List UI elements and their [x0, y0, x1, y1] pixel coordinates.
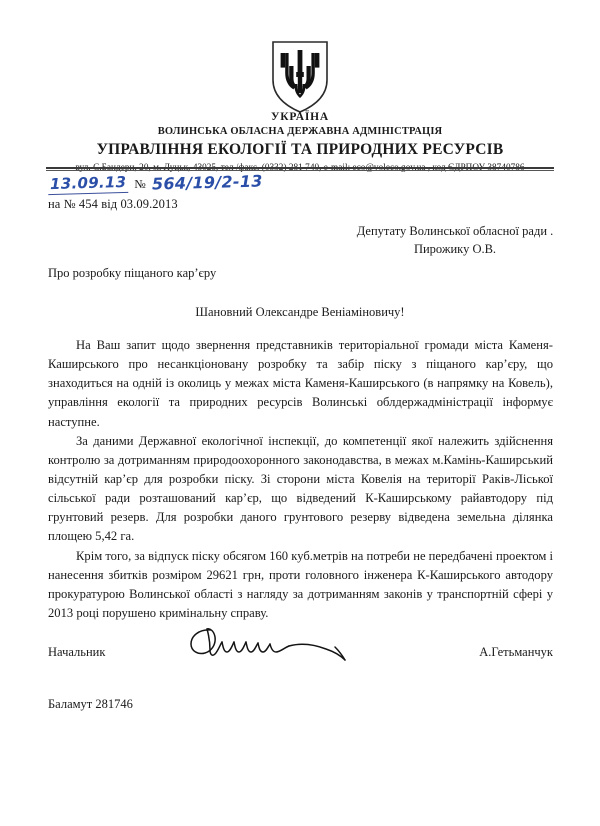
- body-paragraph-2: За даними Державної екологічної інспекції, до компетенції якої належить здійснення контролю за дотриманням природоохоронного законодавства, в межах м.Камінь-Каширський відсутній кар’єр для розробки піску. Зі сторони міста Ковелія на території Раків-Ліської сільської ради розташований кар’єр, що відведений К-Каширському райавтодору під грунтовий резерв. Для розробки даного грунтового резерву відведена земельна ділянка площею 5,42 га.: [48, 433, 553, 544]
- registration-date-handwritten: 13.09.13: [48, 173, 129, 195]
- letterhead-country: УКРАЇНА: [271, 111, 329, 123]
- salutation: Шановний Олександре Веніаміновичу!: [195, 305, 405, 319]
- ukraine-trident-emblem-icon: [270, 40, 330, 114]
- divider-thick: [46, 167, 554, 169]
- signer-name: А.Гетьманчук: [479, 645, 553, 659]
- reply-reference: на № 454 від 03.09.2013: [48, 197, 178, 211]
- signer-title: Начальник: [48, 645, 106, 659]
- body-paragraph-1: На Ваш запит щодо звернення представників територіальної громади міста Каменя-Каширського про несанкціоновану розробку та забір піску з піщаного кар’єру, що знаходиться на одній із околиць у межах міста Каменя-Каширського (в напрямку на Ковель), управління екології та природних ресурсів Волинські облдержадміністрації інформує наступне.: [48, 338, 553, 429]
- addressee-block: [330, 222, 580, 258]
- letterhead-divider: [46, 167, 554, 171]
- emblem-container: [0, 40, 600, 114]
- divider-thin: [46, 170, 554, 171]
- subject-line: Про розробку піщаного кар’єру: [48, 266, 217, 280]
- letterhead-department: УПРАВЛІННЯ ЕКОЛОГІЇ ТА ПРИРОДНИХ РЕСУРСІВ: [96, 141, 504, 159]
- registration-block: [48, 173, 378, 212]
- registration-number-label: №: [134, 177, 146, 191]
- executor-note: Баламут 281746: [48, 697, 133, 711]
- signature-row: [48, 645, 553, 660]
- letterhead-administration: ВОЛИНСЬКА ОБЛАСНА ДЕРЖАВНА АДМІНІСТРАЦІЯ: [157, 126, 443, 138]
- addressee-line-2: Пирожику О.В.: [413, 242, 497, 257]
- body-text: [48, 336, 553, 623]
- body-paragraph-3: Крім того, за відпуск піску обсягом 160 куб.метрів на потреби не передбачені проектом і нанесення збитків розміром 29621 грн, проти головного інженера К-Каширського автодору прокуратурою Волинської області з нагляду за дотриманням законів у транспортній сфері у 2013 році порушено кримінальну справу.: [48, 548, 553, 620]
- addressee-line-1: Депутату Волинської обласної ради .: [356, 224, 554, 238]
- letterhead: [0, 110, 600, 174]
- registration-number-handwritten: 564/19/2-13: [151, 171, 263, 194]
- registration-handwritten-row: [48, 173, 378, 195]
